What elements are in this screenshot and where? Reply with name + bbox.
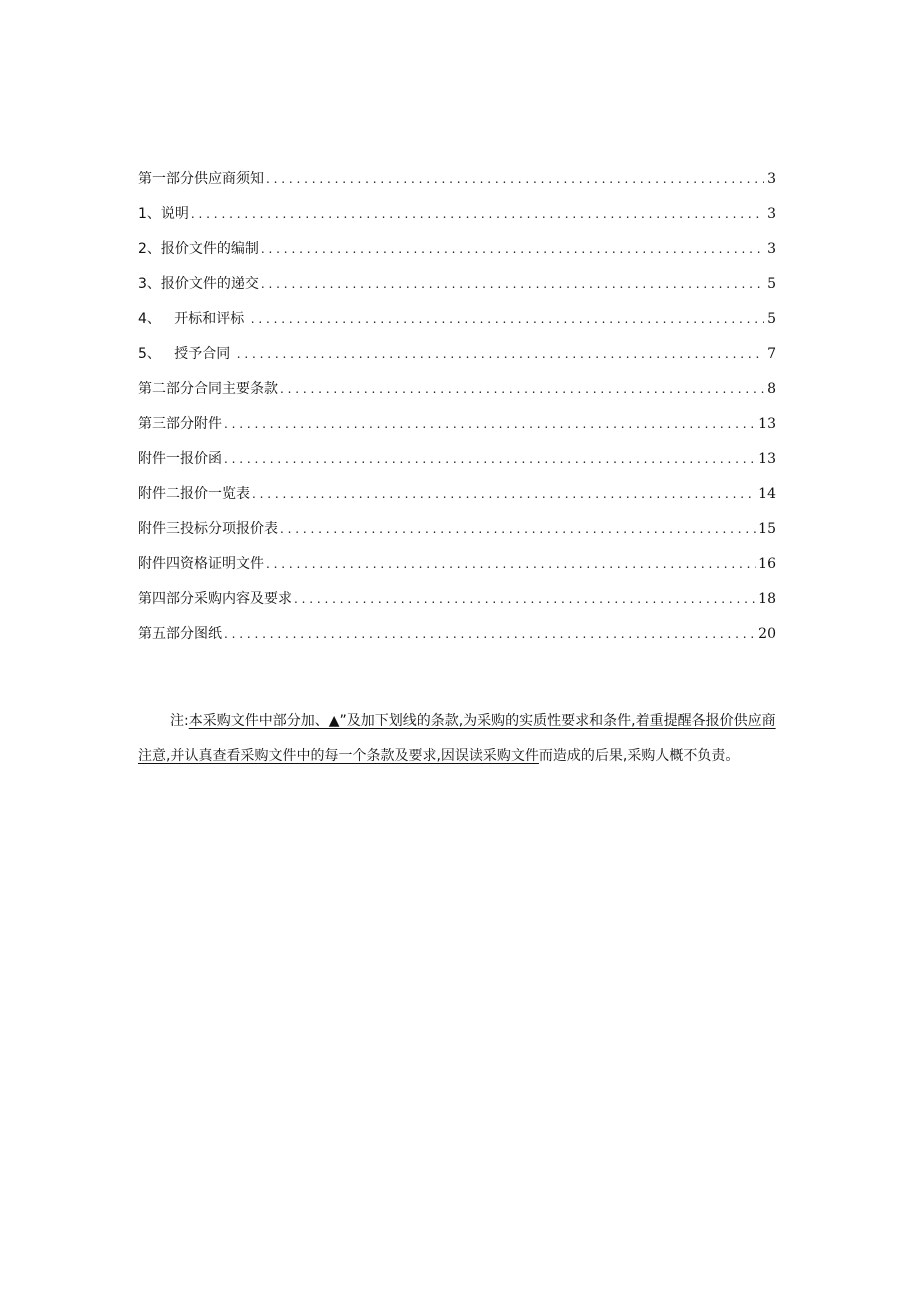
table-of-contents [138, 158, 776, 648]
toc-entry-title: 第四部分采购内容及要求 [138, 591, 292, 607]
toc-entry-page: 14 [758, 486, 776, 502]
toc-dot-leader [237, 340, 764, 368]
toc-entry-title: 附件二报价一览表 [138, 486, 250, 502]
toc-entry-page: 7 [767, 346, 776, 362]
toc-entry-page: 3 [767, 241, 776, 257]
toc-entry-page: 5 [767, 276, 776, 292]
toc-entry-title: 4、 开标和评标 [138, 311, 249, 327]
toc-entry[interactable] [138, 333, 776, 368]
toc-entry-title: 第二部分合同主要条款 [138, 381, 278, 397]
toc-dot-leader [251, 305, 764, 333]
toc-entry[interactable] [138, 438, 776, 473]
toc-dot-leader [266, 165, 764, 193]
toc-entry[interactable] [138, 298, 776, 333]
toc-entry-title: 第一部分供应商须知 [138, 171, 264, 187]
toc-entry[interactable] [138, 543, 776, 578]
toc-entry-title: 5、 授予合同 [138, 346, 235, 362]
toc-entry-page: 20 [758, 626, 776, 642]
toc-entry[interactable] [138, 403, 776, 438]
toc-entry-page: 5 [767, 311, 776, 327]
toc-dot-leader [261, 270, 764, 298]
toc-entry-page: 3 [767, 171, 776, 187]
toc-entry-title: 附件一报价函 [138, 451, 222, 467]
procurement-notice [138, 704, 786, 774]
toc-entry-title: 第五部分图纸 [138, 626, 222, 642]
toc-dot-leader [224, 410, 756, 438]
toc-entry[interactable] [138, 193, 776, 228]
note-rest-text: 而造成的后果,采购人概不负责。 [538, 748, 740, 764]
toc-entry[interactable] [138, 578, 776, 613]
toc-entry-page: 8 [767, 381, 776, 397]
toc-entry-page: 13 [758, 416, 776, 432]
note-underlined-text: 本采购文件中部分加、▲”及加下划线的条款,为采购的实质性要求和条件,着重提醒各报价供应商注意,并认真查看采购文件中的每一个条款及要求,因误读采购文件 [138, 713, 776, 764]
toc-entry-page: 15 [758, 521, 776, 537]
toc-entry-title: 1、说明 [138, 206, 189, 222]
toc-dot-leader [252, 480, 756, 508]
toc-dot-leader [294, 585, 756, 613]
toc-entry[interactable] [138, 613, 776, 648]
toc-entry-title: 2、报价文件的编制 [138, 241, 259, 257]
toc-entry-page: 18 [758, 591, 776, 607]
toc-entry[interactable] [138, 228, 776, 263]
toc-entry-title: 第三部分附件 [138, 416, 222, 432]
toc-entry[interactable] [138, 158, 776, 193]
toc-entry[interactable] [138, 368, 776, 403]
toc-dot-leader [224, 445, 756, 473]
toc-entry-page: 16 [758, 556, 776, 572]
toc-entry-title: 3、报价文件的递交 [138, 276, 259, 292]
toc-entry[interactable] [138, 263, 776, 298]
note-prefix: 注: [170, 713, 189, 729]
toc-dot-leader [266, 550, 756, 578]
toc-entry-page: 13 [758, 451, 776, 467]
toc-dot-leader [261, 235, 764, 263]
toc-dot-leader [191, 200, 764, 228]
toc-entry[interactable] [138, 508, 776, 543]
toc-dot-leader [280, 515, 756, 543]
toc-entry[interactable] [138, 473, 776, 508]
toc-entry-title: 附件四资格证明文件 [138, 556, 264, 572]
toc-dot-leader [224, 620, 756, 648]
toc-entry-page: 3 [767, 206, 776, 222]
toc-dot-leader [280, 375, 764, 403]
toc-entry-title: 附件三投标分项报价表 [138, 521, 278, 537]
